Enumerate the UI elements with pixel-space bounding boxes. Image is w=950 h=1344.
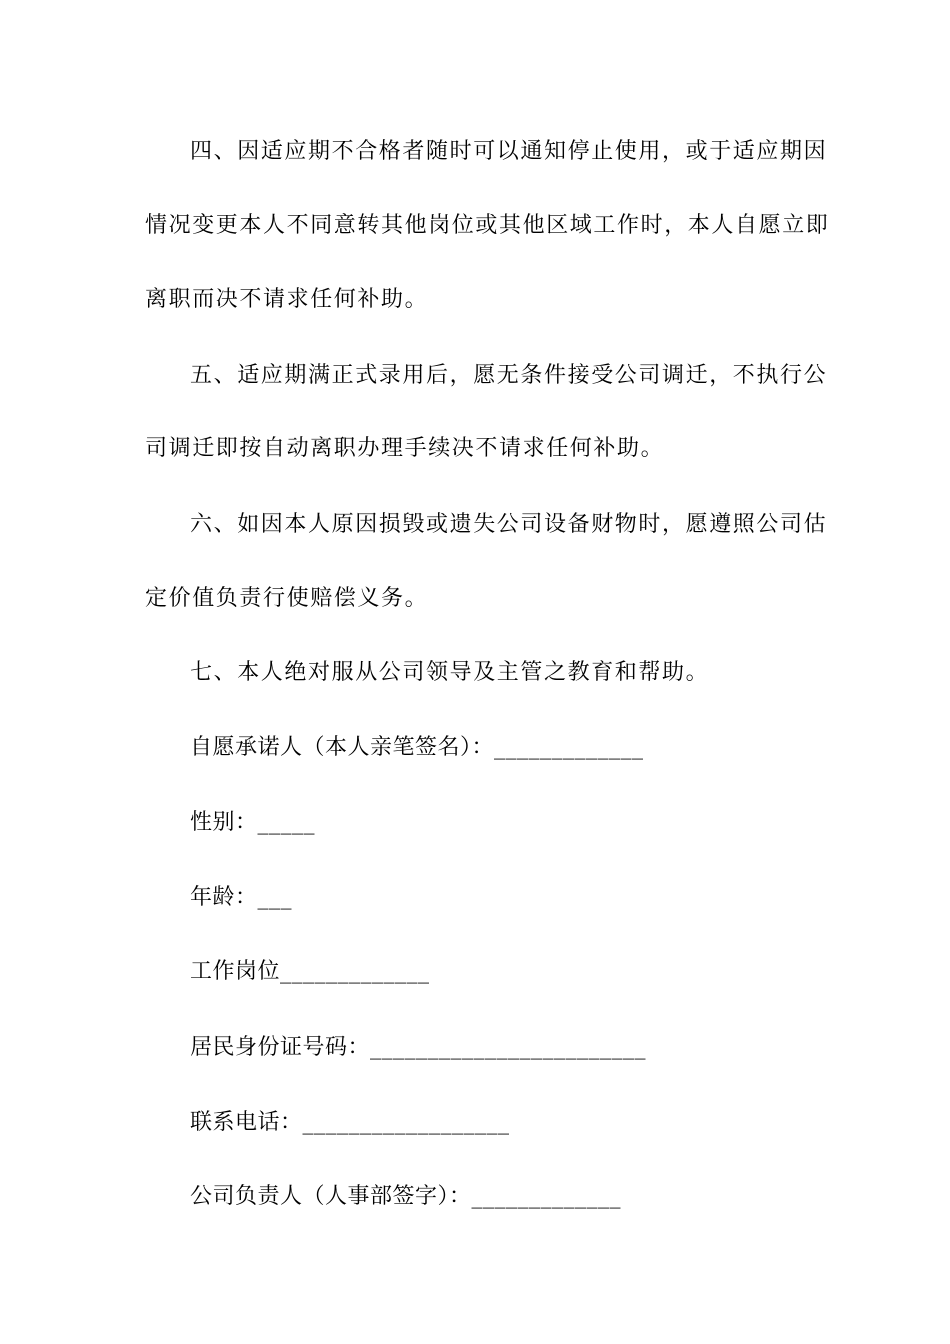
- gender-field: 性别：_____: [190, 810, 316, 835]
- paragraph-line: 情况变更本人不同意转其他岗位或其他区域工作时，本人自愿立即: [145, 213, 830, 238]
- age-field: 年龄：___: [190, 885, 293, 910]
- phone-field: 联系电话：__________________: [190, 1110, 510, 1135]
- position-field: 工作岗位_____________: [190, 959, 430, 984]
- paragraph-line: 四、因适应期不合格者随时可以通知停止使用，或于适应期因: [190, 139, 828, 164]
- paragraph-line: 五、适应期满正式录用后，愿无条件接受公司调迁，不执行公: [190, 363, 828, 388]
- paragraph-line: 六、如因本人原因损毁或遗失公司设备财物时，愿遵照公司估: [190, 512, 828, 537]
- id-number-field: 居民身份证号码：________________________: [190, 1035, 647, 1060]
- paragraph-line: 离职而决不请求任何补助。: [145, 287, 429, 312]
- paragraph-line: 七、本人绝对服从公司领导及主管之教育和帮助。: [190, 660, 710, 685]
- paragraph-line: 定价值负责行使赔偿义务。: [145, 586, 429, 611]
- company-signature-field: 公司负责人（人事部签字）：_____________: [190, 1184, 622, 1209]
- paragraph-line: 司调迁即按自动离职办理手续决不请求任何补助。: [145, 436, 665, 461]
- signature-field: 自愿承诺人（本人亲笔签名）：_____________: [190, 735, 644, 760]
